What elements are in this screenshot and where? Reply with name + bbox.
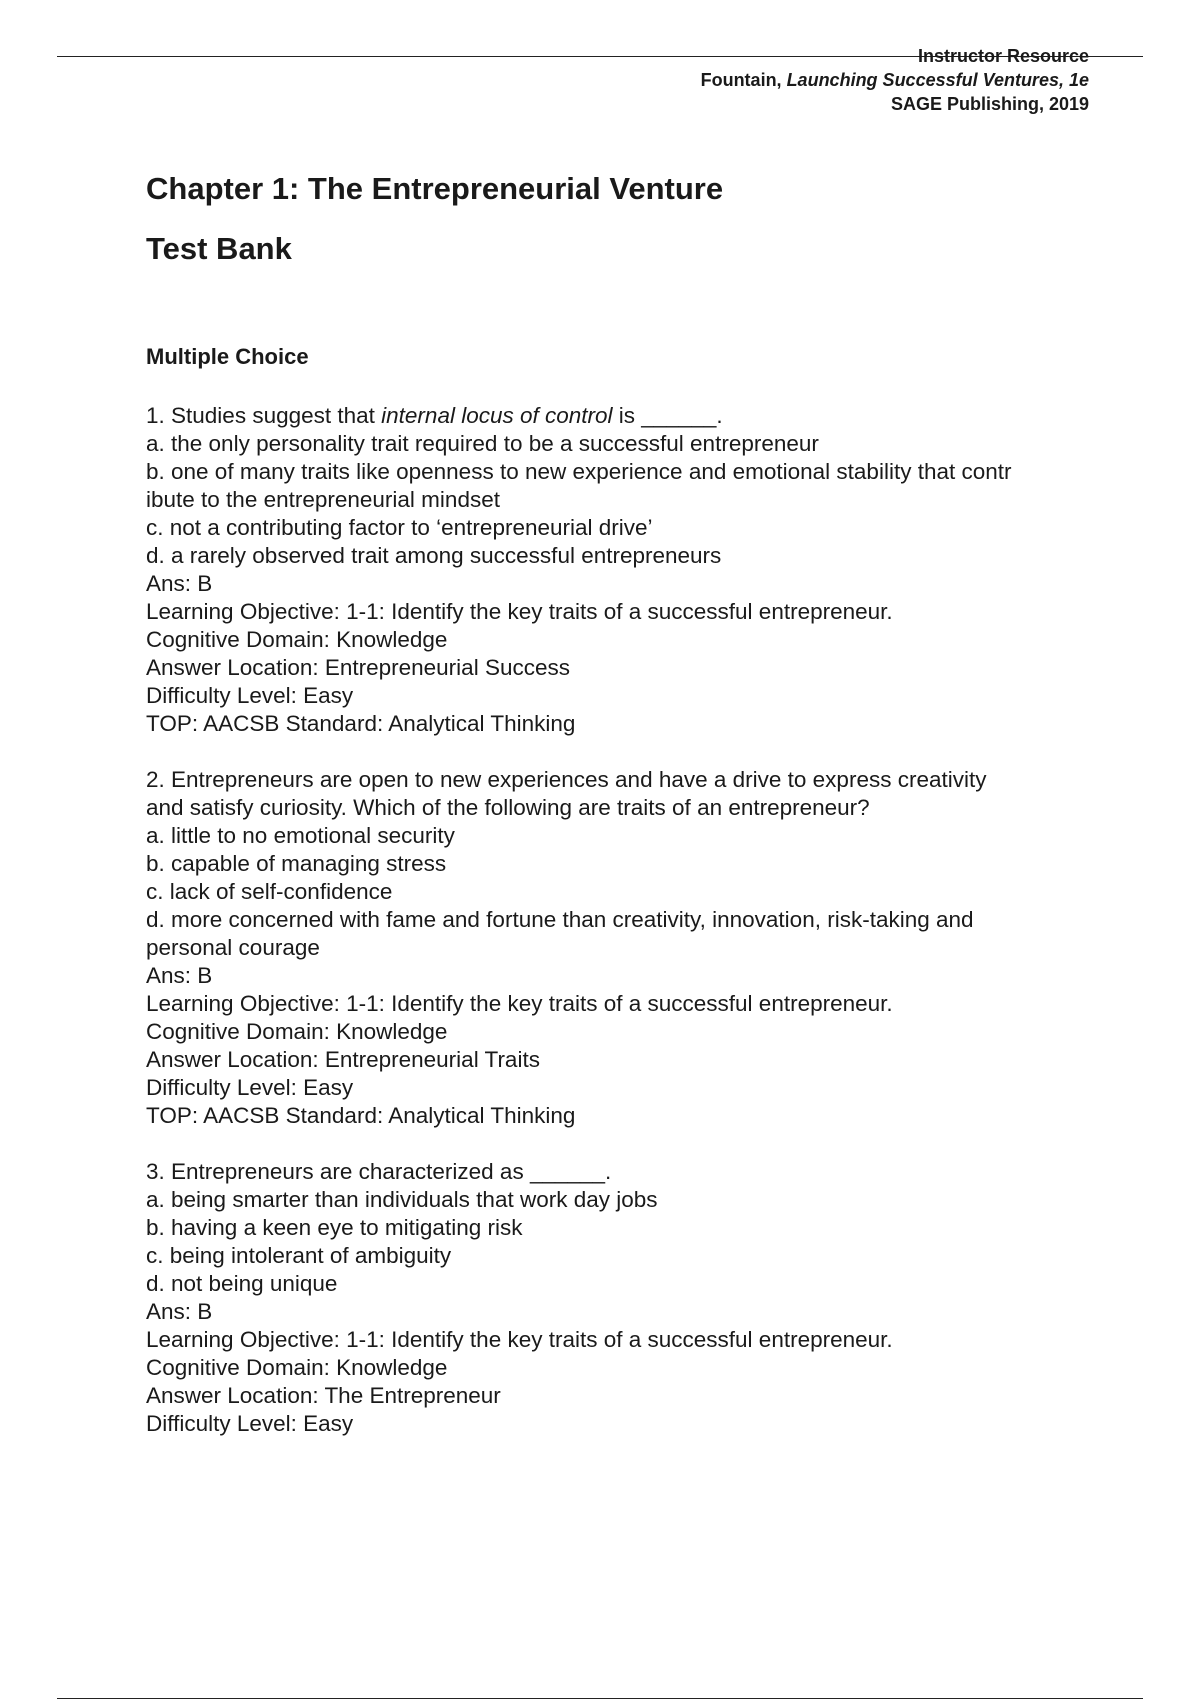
header-author: Fountain,: [700, 70, 787, 90]
chapter-title: Chapter 1: The Entrepreneurial Venture: [146, 171, 724, 206]
question-2: [146, 766, 1086, 1130]
question-stem: [146, 402, 1086, 430]
aacsb-standard: TOP: AACSB Standard: Analytical Thinking: [146, 711, 576, 736]
question-stem-continued: and satisfy curiosity. Which of the following are traits of an entrepreneur?: [146, 795, 870, 820]
option-a: a. being smarter than individuals that work day jobs: [146, 1187, 658, 1212]
option-d: d. not being unique: [146, 1271, 338, 1296]
stem-text: 1. Studies suggest that: [146, 403, 382, 428]
section-title: Multiple Choice: [146, 344, 309, 369]
page-header: [701, 44, 1089, 116]
question-stem: 3. Entrepreneurs are characterized as ______.: [146, 1159, 612, 1184]
option-b-continued: ibute to the entrepreneurial mindset: [146, 487, 500, 512]
document-body: [146, 168, 1086, 1466]
option-d: d. more concerned with fame and fortune than creativity, innovation, risk-taking and: [146, 907, 974, 932]
answer: Ans: B: [146, 1299, 213, 1324]
option-d: d. a rarely observed trait among successful entrepreneurs: [146, 543, 722, 568]
option-c: c. not a contributing factor to ‘entrepreneurial drive’: [146, 515, 653, 540]
difficulty-level: Difficulty Level: Easy: [146, 1075, 354, 1100]
option-a: a. little to no emotional security: [146, 823, 455, 848]
cognitive-domain: Cognitive Domain: Knowledge: [146, 627, 448, 652]
difficulty-level: Difficulty Level: Easy: [146, 1411, 354, 1436]
cognitive-domain: Cognitive Domain: Knowledge: [146, 1019, 448, 1044]
cognitive-domain: Cognitive Domain: Knowledge: [146, 1355, 448, 1380]
learning-objective: Learning Objective: 1-1: Identify the key traits of a successful entrepreneur.: [146, 599, 893, 624]
answer: Ans: B: [146, 571, 213, 596]
option-c: c. being intolerant of ambiguity: [146, 1243, 452, 1268]
document-subtitle: Test Bank: [146, 231, 292, 266]
answer-location: Answer Location: Entrepreneurial Success: [146, 655, 570, 680]
question-stem: 2. Entrepreneurs are open to new experiences and have a drive to express creativity: [146, 767, 987, 792]
question-list: [146, 402, 1086, 1438]
header-book-title: Launching Successful Ventures, 1e: [786, 70, 1089, 90]
header-book-citation: [701, 68, 1089, 92]
stem-emphasis: internal locus of control: [381, 403, 613, 428]
header-publisher: SAGE Publishing, 2019: [890, 94, 1089, 114]
learning-objective: Learning Objective: 1-1: Identify the key traits of a successful entrepreneur.: [146, 991, 893, 1016]
stem-text: is ______.: [612, 403, 723, 428]
learning-objective: Learning Objective: 1-1: Identify the key traits of a successful entrepreneur.: [146, 1327, 893, 1352]
aacsb-standard: TOP: AACSB Standard: Analytical Thinking: [146, 1103, 576, 1128]
option-b: b. capable of managing stress: [146, 851, 447, 876]
question-1: [146, 402, 1086, 738]
option-a: a. the only personality trait required to be a successful entrepreneur: [146, 431, 819, 456]
header-resource-label: Instructor Resource: [917, 46, 1089, 66]
answer: Ans: B: [146, 963, 213, 988]
answer-location: Answer Location: The Entrepreneur: [146, 1383, 501, 1408]
question-3: [146, 1158, 1086, 1438]
footer-rule: [57, 1698, 1143, 1699]
answer-location: Answer Location: Entrepreneurial Traits: [146, 1047, 540, 1072]
option-d-continued: personal courage: [146, 935, 320, 960]
option-b: b. one of many traits like openness to new experience and emotional stability that contr: [146, 459, 1012, 484]
option-c: c. lack of self-confidence: [146, 879, 393, 904]
difficulty-level: Difficulty Level: Easy: [146, 683, 354, 708]
option-b: b. having a keen eye to mitigating risk: [146, 1215, 523, 1240]
